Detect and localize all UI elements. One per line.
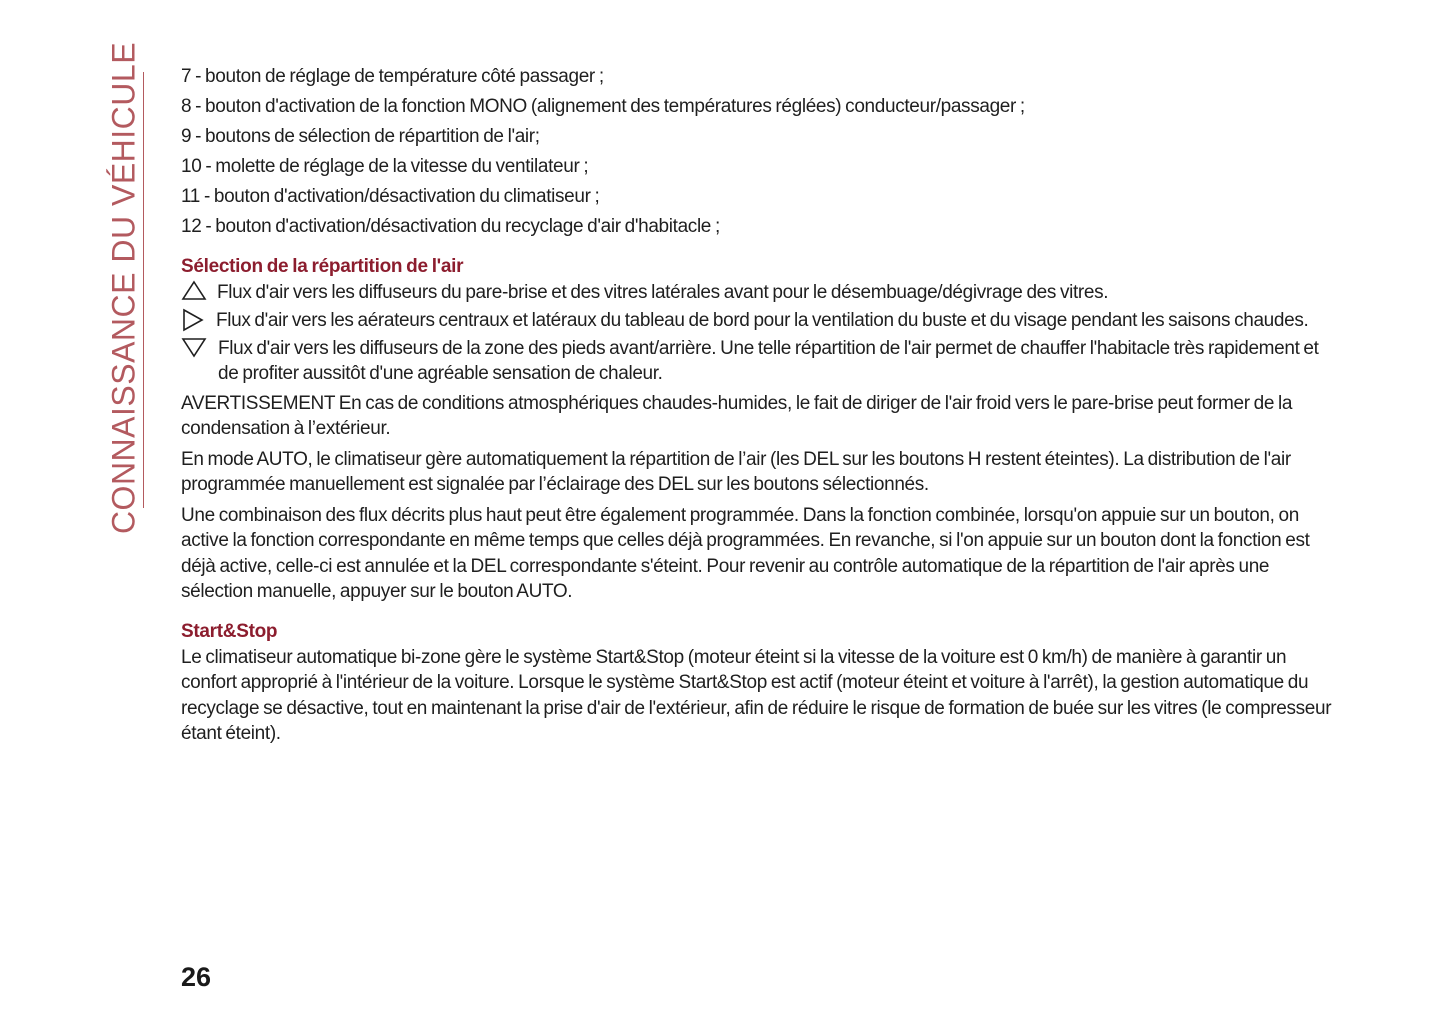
combination-paragraph: Une combinaison des flux décrits plus haut peut être également programmée. Dans la fonction combinée, lorsqu'on appuie sur un bouton, on active la fonction correspondante en même temps que celles déjà programmées. En revanche, si l'on appuie sur un bouton dont la fonction est déjà active, celle-ci est annulée et la DEL correspondante s'éteint. Pour revenir au contrôle automatique de la répartition de l'air après une sélection manuelle, appuyer sur le bouton AUTO. [181,504,1310,602]
air-option-text: Flux d'air vers les diffuseurs de la zone des pieds avant/arrière. Une telle répartition de l'air permet de chauffer l'habitacle très rapidement et de profiter aussitôt d'une agréable sensation de chaleur. [218,337,1319,384]
list-item: 11 - bouton d'activation/désactivation du climatiseur ; [181,186,600,207]
list-item: 7 - bouton de réglage de température côté passager ; [181,66,604,87]
air-option-windshield [181,280,1341,306]
startstop-paragraph: Le climatiseur automatique bi-zone gère le système Start&Stop (moteur éteint si la vitesse de la voiture est 0 km/h) de manière à garantir un confort approprié à l'intérieur de la voiture. Lorsque le système Start&Stop est actif (moteur éteint et voiture à l'arrêt), la gestion automatique du recyclage se désactive, tout en maintenant la prise d'air de l'extérieur, afin de réduire le risque de formation de buée sur les vitres (le compresseur étant éteint). [181,646,1332,744]
triangle-up-icon [181,280,217,306]
air-option-vents [181,308,1341,334]
triangle-right-icon [181,308,216,334]
side-divider [143,72,144,508]
triangle-down-icon [181,336,218,362]
warning-paragraph: AVERTISSEMENT En cas de conditions atmosphériques chaudes-humides, le fait de diriger de l'air froid vers le pare-brise peut former de la condensation à l’extérieur. [181,392,1293,439]
page-number: 26 [181,962,212,992]
list-item: 12 - bouton d'activation/désactivation du recyclage d'air d'habitacle ; [181,216,720,237]
section-side-title: CONNAISSANCE DU VÉHICULE [105,41,142,535]
air-option-feet [181,336,1341,387]
air-option-text: Flux d'air vers les diffuseurs du pare-brise et des vitres latérales avant pour le désembuage/dégivrage des vitres. [217,281,1109,303]
list-item: 9 - boutons de sélection de répartition de l'air; [181,126,540,147]
air-distribution-heading: Sélection de la répartition de l'air [181,255,464,277]
page-content [181,64,1341,752]
auto-mode-paragraph: En mode AUTO, le climatiseur gère automatiquement la répartition de l’air (les DEL sur les boutons H restent éteintes). La distribution de l'air programmée manuellement est signalée par l’éclairage des DEL sur les boutons sélectionnés. [181,448,1291,495]
startstop-heading: Start&Stop [181,620,278,642]
list-item: 8 - bouton d'activation de la fonction MONO (alignement des températures réglées) conducteur/passager ; [181,96,1025,117]
legend-list [181,64,1341,240]
air-option-text: Flux d'air vers les aérateurs centraux et latéraux du tableau de bord pour la ventilation du buste et du visage pendant les saisons chaudes. [216,309,1309,331]
list-item: 10 - molette de réglage de la vitesse du ventilateur ; [181,156,589,177]
